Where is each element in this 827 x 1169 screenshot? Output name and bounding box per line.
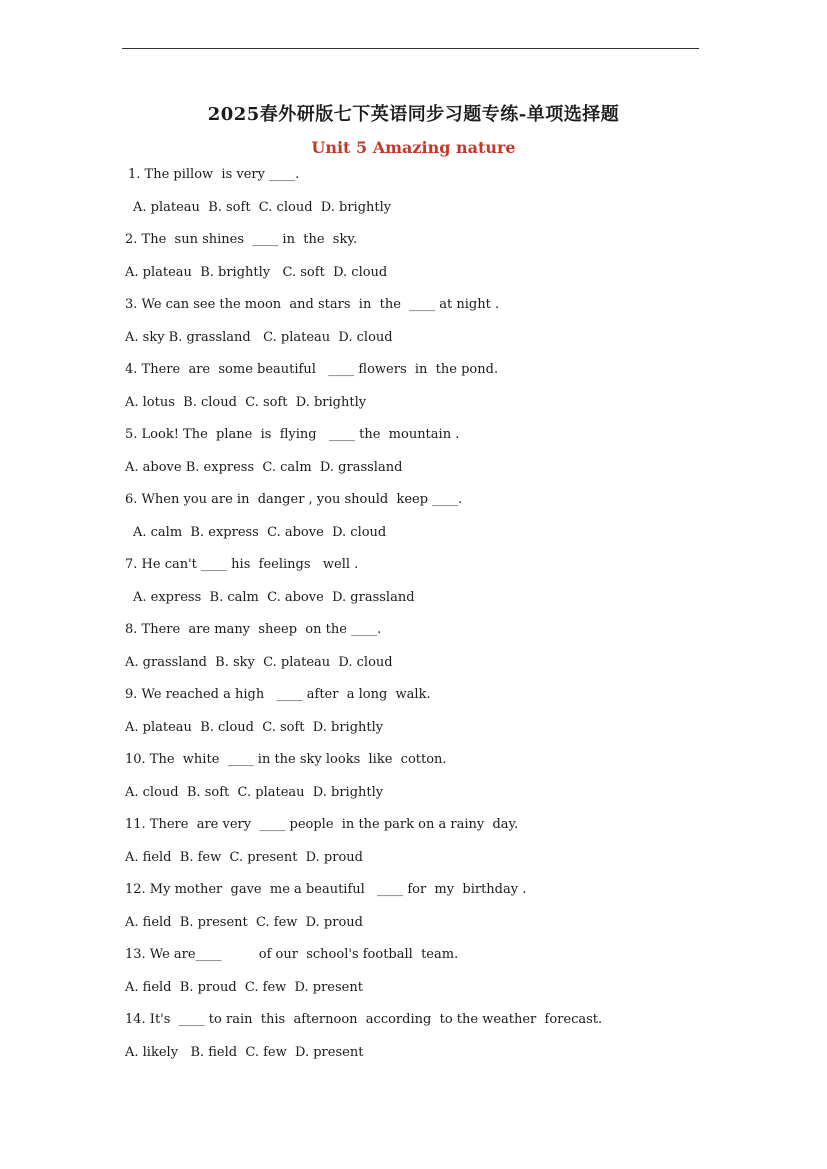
- question-text: 2. The sun shines ____ in the sky.: [125, 232, 358, 247]
- question-options: A. field B. few C. present D. proud: [125, 849, 363, 865]
- question-item: [125, 683, 745, 748]
- question-item: [125, 1008, 745, 1073]
- unit-subtitle: Unit 5 Amazing nature: [311, 138, 516, 157]
- question-item: [125, 943, 745, 1008]
- question-item: [125, 878, 745, 943]
- question-options: A. above B. express C. calm D. grassland: [125, 459, 403, 475]
- question-text: 10. The white ____ in the sky looks like cotton.: [125, 752, 447, 767]
- question-item: [125, 813, 745, 878]
- header-rule: [122, 48, 699, 49]
- question-item: [125, 748, 745, 813]
- question-text: 11. There are very ____ people in the park on a rainy day.: [125, 817, 519, 832]
- question-item: [125, 228, 745, 293]
- question-text: 5. Look! The plane is flying ____ the mountain .: [125, 427, 460, 442]
- question-text: 9. We reached a high ____ after a long walk.: [125, 687, 431, 702]
- question-item: [125, 488, 745, 553]
- question-item: [125, 293, 745, 358]
- question-options: A. sky B. grassland C. plateau D. cloud: [125, 329, 393, 345]
- question-text: 8. There are many sheep on the ____.: [125, 622, 382, 637]
- question-options: A. field B. present C. few D. proud: [125, 914, 363, 930]
- question-text: 4. There are some beautiful ____ flowers in the pond.: [125, 362, 499, 377]
- question-text: 13. We are____ of our school's football team.: [125, 947, 459, 962]
- question-options: A. lotus B. cloud C. soft D. brightly: [125, 394, 367, 410]
- question-text: 14. It's ____ to rain this afternoon according to the weather forecast.: [125, 1012, 603, 1027]
- question-options: A. cloud B. soft C. plateau D. brightly: [125, 784, 384, 800]
- question-options: A. likely B. field C. few D. present: [125, 1044, 364, 1060]
- question-text: 12. My mother gave me a beautiful ____ for my birthday .: [125, 882, 527, 897]
- question-text: 3. We can see the moon and stars in the ____ at night .: [125, 297, 500, 312]
- question-item: [125, 358, 745, 423]
- question-item: [125, 423, 745, 488]
- page-title: 2025春外研版七下英语同步习题专练-单项选择题: [207, 104, 620, 125]
- question-text: 7. He can't ____ his feelings well .: [125, 557, 359, 572]
- question-options: A. plateau B. brightly C. soft D. cloud: [125, 264, 388, 280]
- question-item: [125, 618, 745, 683]
- question-options: A. field B. proud C. few D. present: [125, 979, 363, 995]
- question-text: 6. When you are in danger , you should keep ____.: [125, 492, 463, 507]
- question-list: [125, 163, 745, 1073]
- question-options: A. plateau B. soft C. cloud D. brightly: [133, 199, 392, 215]
- question-options: A. plateau B. cloud C. soft D. brightly: [125, 719, 384, 735]
- question-options: A. grassland B. sky C. plateau D. cloud: [125, 654, 393, 670]
- question-options: A. calm B. express C. above D. cloud: [133, 524, 387, 540]
- question-text: 1. The pillow is very ____.: [128, 167, 300, 182]
- question-options: A. express B. calm C. above D. grassland: [133, 589, 415, 605]
- question-item: [125, 553, 745, 618]
- question-item: [125, 163, 745, 228]
